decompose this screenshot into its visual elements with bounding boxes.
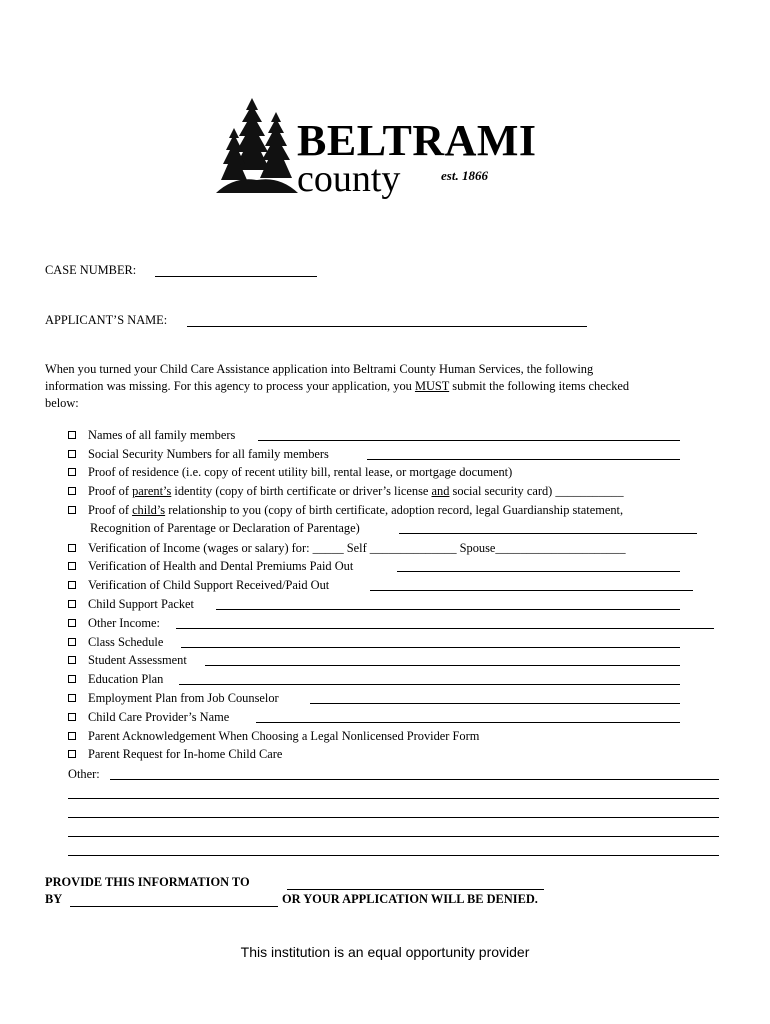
other-label: Other: xyxy=(68,767,100,781)
other-field-line-5[interactable] xyxy=(68,855,719,856)
provide-warning: OR YOUR APPLICATION WILL BE DENIED. xyxy=(282,892,538,906)
checkbox[interactable] xyxy=(68,506,76,514)
intro-line-2: information was missing. For this agency to process your application, you MUST submit the following items checked xyxy=(45,379,630,393)
list-item: Proof of parent’s identity (copy of birth certificate or driver’s license and social security card) ___________ xyxy=(68,482,624,500)
pine-trees-icon xyxy=(214,98,300,196)
list-item: Child Support Packet xyxy=(68,595,194,613)
item-answer-line[interactable] xyxy=(399,533,697,534)
checkbox[interactable] xyxy=(68,468,76,476)
checkbox[interactable] xyxy=(68,450,76,458)
checkbox[interactable] xyxy=(68,581,76,589)
item-answer-line[interactable] xyxy=(258,440,680,441)
item-answer-line[interactable] xyxy=(205,665,680,666)
item-answer-line[interactable] xyxy=(370,590,693,591)
checkbox[interactable] xyxy=(68,431,76,439)
checkbox[interactable] xyxy=(68,656,76,664)
logo-name: BELTRAMI xyxy=(297,116,537,165)
other-field-line-4[interactable] xyxy=(68,836,719,837)
intro-line-3: below: xyxy=(45,396,79,410)
list-item: Verification of Child Support Received/Paid Out xyxy=(68,576,329,594)
intro-line-1: When you turned your Child Care Assistance application into Beltrami County Human Services, the following xyxy=(45,362,594,376)
checkbox[interactable] xyxy=(68,750,76,758)
list-item: Verification of Income (wages or salary) for: _____ Self ______________ Spouse_____________________ xyxy=(68,539,626,557)
checkbox[interactable] xyxy=(68,638,76,646)
item-answer-line[interactable] xyxy=(256,722,680,723)
list-item: Verification of Health and Dental Premiums Paid Out xyxy=(68,557,353,575)
list-item: Social Security Numbers for all family members xyxy=(68,445,329,463)
case-number-field[interactable] xyxy=(155,276,317,277)
checkbox[interactable] xyxy=(68,713,76,721)
list-item: Education Plan xyxy=(68,670,163,688)
item-answer-line[interactable] xyxy=(216,609,680,610)
checkbox[interactable] xyxy=(68,562,76,570)
list-item: Proof of child’s relationship to you (copy of birth certificate, adoption record, legal Guardianship statement, xyxy=(68,501,623,519)
checkbox[interactable] xyxy=(68,675,76,683)
list-item-continuation: Recognition of Parentage or Declaration of Parentage) xyxy=(90,521,360,535)
item-answer-line[interactable] xyxy=(176,628,714,629)
provide-line-1: PROVIDE THIS INFORMATION TO xyxy=(45,875,250,889)
item-answer-line[interactable] xyxy=(310,703,680,704)
checkbox[interactable] xyxy=(68,619,76,627)
item-answer-line[interactable] xyxy=(181,647,680,648)
logo-county: county xyxy=(297,158,401,200)
item-answer-line[interactable] xyxy=(367,459,680,460)
list-item: Proof of residence (i.e. copy of recent utility bill, rental lease, or mortgage document) xyxy=(68,463,512,481)
list-item: Child Care Provider’s Name xyxy=(68,708,229,726)
logo-est: est. 1866 xyxy=(441,168,488,183)
checkbox[interactable] xyxy=(68,732,76,740)
list-item: Employment Plan from Job Counselor xyxy=(68,689,279,707)
list-item: Other Income: xyxy=(68,614,160,632)
checkbox[interactable] xyxy=(68,487,76,495)
item-answer-line[interactable] xyxy=(179,684,680,685)
equal-opportunity-notice: This institution is an equal opportunity provider xyxy=(240,944,530,960)
list-item: Names of all family members xyxy=(68,426,235,444)
checkbox[interactable] xyxy=(68,600,76,608)
provide-by-date-field[interactable] xyxy=(70,906,278,907)
other-field-line-3[interactable] xyxy=(68,817,719,818)
applicant-name-field[interactable] xyxy=(187,326,587,327)
other-field-line-1[interactable] xyxy=(110,779,719,780)
checkbox[interactable] xyxy=(68,544,76,552)
applicant-name-label: APPLICANT’S NAME: xyxy=(45,313,168,327)
item-answer-line[interactable] xyxy=(397,571,680,572)
checkbox[interactable] xyxy=(68,694,76,702)
provide-by-label: BY xyxy=(45,892,63,906)
list-item: Parent Request for In-home Child Care xyxy=(68,745,282,763)
list-item: Class Schedule xyxy=(68,633,163,651)
provide-to-field[interactable] xyxy=(287,889,544,890)
case-number-label: CASE NUMBER: xyxy=(45,263,137,277)
list-item: Parent Acknowledgement When Choosing a Legal Nonlicensed Provider Form xyxy=(68,727,479,745)
other-field-line-2[interactable] xyxy=(68,798,719,799)
list-item: Student Assessment xyxy=(68,651,187,669)
